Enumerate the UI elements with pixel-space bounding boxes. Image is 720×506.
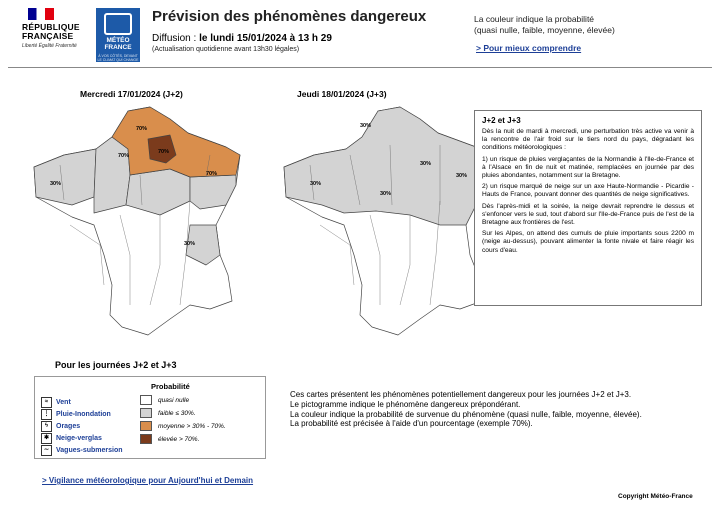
prob-faible: faible ≤ 30%. (140, 408, 196, 418)
panel-title: J+2 et J+3 (482, 116, 521, 125)
rf-line2: FRANÇAISE (22, 31, 74, 41)
map-j3 (280, 105, 500, 345)
map-j2-pct-1: 70% (136, 126, 148, 132)
map-j2-pct-2: 70% (158, 149, 170, 155)
mf-line1: MÉTÉO (106, 37, 130, 44)
prob-elevee: élevée > 70%. (140, 434, 199, 444)
region-medium-north (112, 107, 240, 177)
color-hint-line1: La couleur indique la probabilité (474, 14, 595, 24)
map-j3-pct-2: 30% (420, 161, 432, 167)
mf-line2: FRANCE (104, 44, 132, 51)
legend-vagues: ∼ Vagues-submersion (41, 445, 123, 456)
pour-mieux-comprendre-link[interactable]: > Pour mieux comprendre (476, 43, 582, 53)
map-j2-pct-4: 70% (206, 171, 218, 177)
wind-icon: ≈ (41, 397, 52, 408)
legend-title: Pour les journées J+2 et J+3 (55, 360, 177, 370)
meteo-france-logo[interactable] (96, 8, 140, 62)
region-grand-est (190, 175, 236, 209)
diffusion-line (152, 33, 332, 44)
swatch-brown (140, 434, 152, 444)
page-title: Prévision des phénomènes dangereux (152, 8, 427, 25)
legend-neige: ✱ Neige-verglas (41, 433, 102, 444)
panel-paragraph-3: 2) un risque marqué de neige sur un axe Haute-Normandie - Picardie - Hauts de France, pouvant donner des quantités de neige significatives. (482, 183, 694, 199)
map-j3-pct-3: 30% (310, 181, 322, 187)
legend-box (34, 376, 266, 459)
legend-orages: ϟ Orages (41, 421, 80, 432)
explanation-line-2: Le pictogramme indique le phénomène dangereux prépondérant. (290, 399, 521, 409)
explanation-line-4: La probabilité est précisée à l'aide d'un pourcentage (exemple 70%). (290, 419, 533, 429)
region-normandie (94, 137, 130, 213)
marianne-flag-icon (28, 8, 54, 20)
map-j3-pct-5: 30% (456, 173, 468, 179)
panel-paragraph-4: Dès l'après-midi et la soirée, la neige devrait reprendre le dessus et s'enfoncer vers le sud, tout d'abord sur l'Ile-de-France puis de l'est de la Bretagne aux frontières de l'est. (482, 202, 694, 227)
legend-vent: ≈ Vent (41, 397, 71, 408)
meteo-france-symbol-icon (104, 13, 132, 35)
rf-line1: RÉPUBLIQUE (22, 22, 80, 32)
snowflake-icon: ✱ (41, 433, 52, 444)
explanation-line-3: La couleur indique la probabilité de survenue du phénomène (quasi nulle, faible, moyenne, élevée). (290, 409, 642, 419)
prob-moyenne: moyenne > 30% - 70%. (140, 421, 226, 431)
swatch-orange (140, 421, 152, 431)
lightning-icon: ϟ (41, 421, 52, 432)
waves-icon: ∼ (41, 445, 52, 456)
panel-paragraph-5: Sur les Alpes, on attend des cumuls de pluie importants sous 2200 m (neige au-dessus), pouvant alimenter la fonte nivale et faire réagir les cours d'eau. (482, 230, 694, 254)
header-divider (8, 67, 712, 68)
swatch-white (140, 395, 152, 405)
forecast-text-panel (474, 110, 702, 306)
color-hint-line2: (quasi nulle, faible, moyenne, élevée) (474, 25, 615, 35)
mf-sub: À VOS CÔTÉS, DEVANT LE CLIMAT QUI CHANGE (97, 54, 139, 62)
color-hint (474, 14, 615, 36)
map-j2-pct-5: 30% (50, 181, 62, 187)
actualisation-note: (Actualisation quotidienne avant 13h30 légales) (152, 46, 300, 53)
vigilance-link[interactable]: > Vigilance météorologique pour Aujourd'hui et Demain (42, 476, 254, 485)
legend-pluie: ⋮ Pluie-Inondation (41, 409, 111, 420)
panel-paragraph-2: 1) un risque de pluies verglaçantes de la Normandie à l'Ile-de-France et à l'Alsace en fin de nuit et matinée, remplacées en journée par des pluies abondantes, notamment sur la Bretagne. (482, 155, 694, 180)
explanation-line-1: Ces cartes présentent les phénomènes potentiellement dangereux pour les journées J+2 et J+3. (290, 390, 632, 399)
prob-quasi-nulle: quasi nulle (140, 395, 189, 405)
probability-title: Probabilité (151, 382, 190, 391)
copyright: Copyright Météo-France (618, 493, 693, 500)
map-j3-pct-4: 30% (380, 191, 392, 197)
explanation-text (290, 390, 700, 429)
region-bretagne (34, 149, 96, 205)
republique-francaise-logo (22, 8, 82, 66)
diffusion-date: le lundi 15/01/2024 à 13 h 29 (199, 33, 332, 44)
rf-motto: Liberté Égalité Fraternité (22, 43, 77, 49)
map-j2-pct-3: 70% (118, 153, 130, 159)
map-j2-pct-6: 30% (184, 241, 196, 247)
swatch-grey (140, 408, 152, 418)
map-j3-pct-1: 30% (360, 123, 372, 129)
diffusion-label: Diffusion : (152, 33, 197, 44)
rain-icon: ⋮ (41, 409, 52, 420)
panel-paragraph-1: Dès la nuit de mardi à mercredi, une perturbation très active va venir à la rencontre de l'air froid sur le tiers nord du pays, dégradant les conditions météorologiques : (482, 128, 694, 152)
map-j2 (30, 105, 250, 345)
map-j3-heading: Jeudi 18/01/2024 (J+3) (297, 89, 387, 99)
map-j2-heading: Mercredi 17/01/2024 (J+2) (80, 89, 183, 99)
